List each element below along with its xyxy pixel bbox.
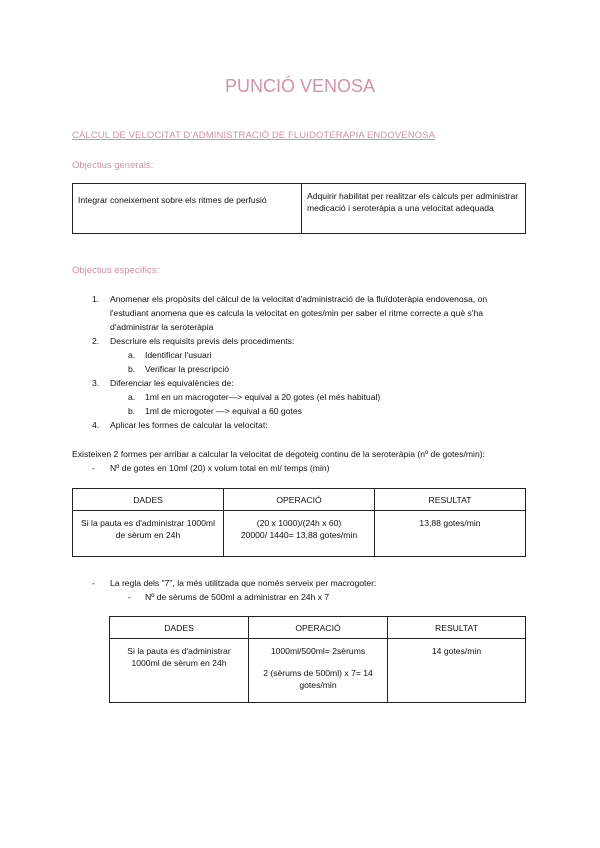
table-cell-operacio: [224, 511, 375, 557]
sub-list-item: 1ml de microgoter —> equival a 60 gotes: [145, 406, 302, 416]
general-objectives-heading: Objectius generals:: [72, 160, 154, 171]
table-header-operacio: OPERACIÓ: [249, 617, 388, 639]
sub-bullet: -: [128, 592, 131, 602]
page-title: PUNCIÓ VENOSA: [224, 76, 376, 96]
table-header-resultat: RESULTAT: [375, 489, 526, 511]
table-header-dades: DADES: [110, 617, 249, 639]
list-number: 3.: [92, 378, 100, 388]
table-header-dades: DADES: [73, 489, 224, 511]
sub-list-letter: a.: [128, 350, 136, 360]
operation-line: 1000ml/500ml= 2sèrums: [270, 646, 366, 656]
method1-formula: Nº de gotes en 10ml (20) x volum total en ml/ temps (min): [110, 463, 330, 473]
method1-table: [72, 488, 526, 557]
method2-rule: La regla dels "7", la més utilitzada que només serveix per macrogoter:: [110, 578, 377, 588]
general-objective-2: Adquirir habilitat per realitzar els càlculs per administrar medicació i seroteràpia a una velocitat adequada: [302, 184, 526, 234]
general-objectives-table: [72, 183, 526, 234]
bullet: -: [92, 463, 95, 473]
list-item-line: Anomenar els propòsits del càlcul de la velocitat d'administració de la fluïdoteràpia endovenosa, on: [110, 294, 488, 304]
operation-line: (20 x 1000)/(24h x 60): [256, 518, 342, 528]
operation-line: 20000/ 1440= 13,88 gotes/min: [240, 530, 358, 540]
general-objective-1: Integrar coneixement sobre els ritmes de perfusió: [73, 184, 302, 234]
sub-list-letter: b.: [128, 364, 136, 374]
section-subtitle: CÀLCUL DE VELOCITAT D'ADMINISTRACIÓ DE FLUIDOTERÀPIA ENDOVENOSA: [72, 130, 436, 141]
table-cell-operacio: [249, 639, 388, 703]
specific-objectives-heading: Objectius específics:: [72, 265, 160, 276]
sub-list-item: Verificar la prescripció: [145, 364, 230, 374]
operation-line: 2 (sèrums de 500ml) x 7= 14 gotes/min: [263, 668, 373, 690]
list-item-line: d'administrar la seroteràpia: [110, 322, 214, 332]
table-cell-dades: Si la pauta es d'administrar 1000ml de sèrum en 24h: [73, 511, 224, 557]
list-item-line: Diferenciar les equivalències de:: [110, 378, 234, 388]
method2-formula: Nº de sèrums de 500ml a administrar en 24h x 7: [145, 592, 330, 602]
list-number: 2.: [92, 336, 100, 346]
list-item-line: l'estudiant anomena que es calcula la velocitat en gotes/min per saber el ritme correcte a què s'ha: [110, 308, 484, 318]
table-cell-dades: Si la pauta es d'administrar 1000ml de sèrum en 24h: [110, 639, 249, 703]
sub-list-letter: a.: [128, 392, 136, 402]
table-header-resultat: RESULTAT: [388, 617, 526, 639]
table-header-operacio: OPERACIÓ: [224, 489, 375, 511]
sub-list-item: Identificar l'usuari: [145, 350, 212, 360]
sub-list-letter: b.: [128, 406, 136, 416]
bullet: -: [92, 578, 95, 588]
intro-text: Existeixen 2 formes per arribar a calcular la velocitat de degoteig continu de la seroteràpia (nº de gotes/min):: [72, 449, 485, 459]
list-number: 4.: [92, 420, 100, 430]
table-cell-resultat: 13,88 gotes/min: [375, 511, 526, 557]
table-cell-resultat: 14 gotes/min: [388, 639, 526, 703]
list-item-line: Aplicar les formes de calcular la velocitat:: [110, 420, 268, 430]
sub-list-item: 1ml en un macrogoter—> equival a 20 gotes (el més habitual): [145, 392, 381, 402]
method2-table: [109, 616, 526, 703]
list-number: 1.: [92, 294, 100, 304]
list-item-line: Descriure els requisits previs dels procediments:: [110, 336, 295, 346]
